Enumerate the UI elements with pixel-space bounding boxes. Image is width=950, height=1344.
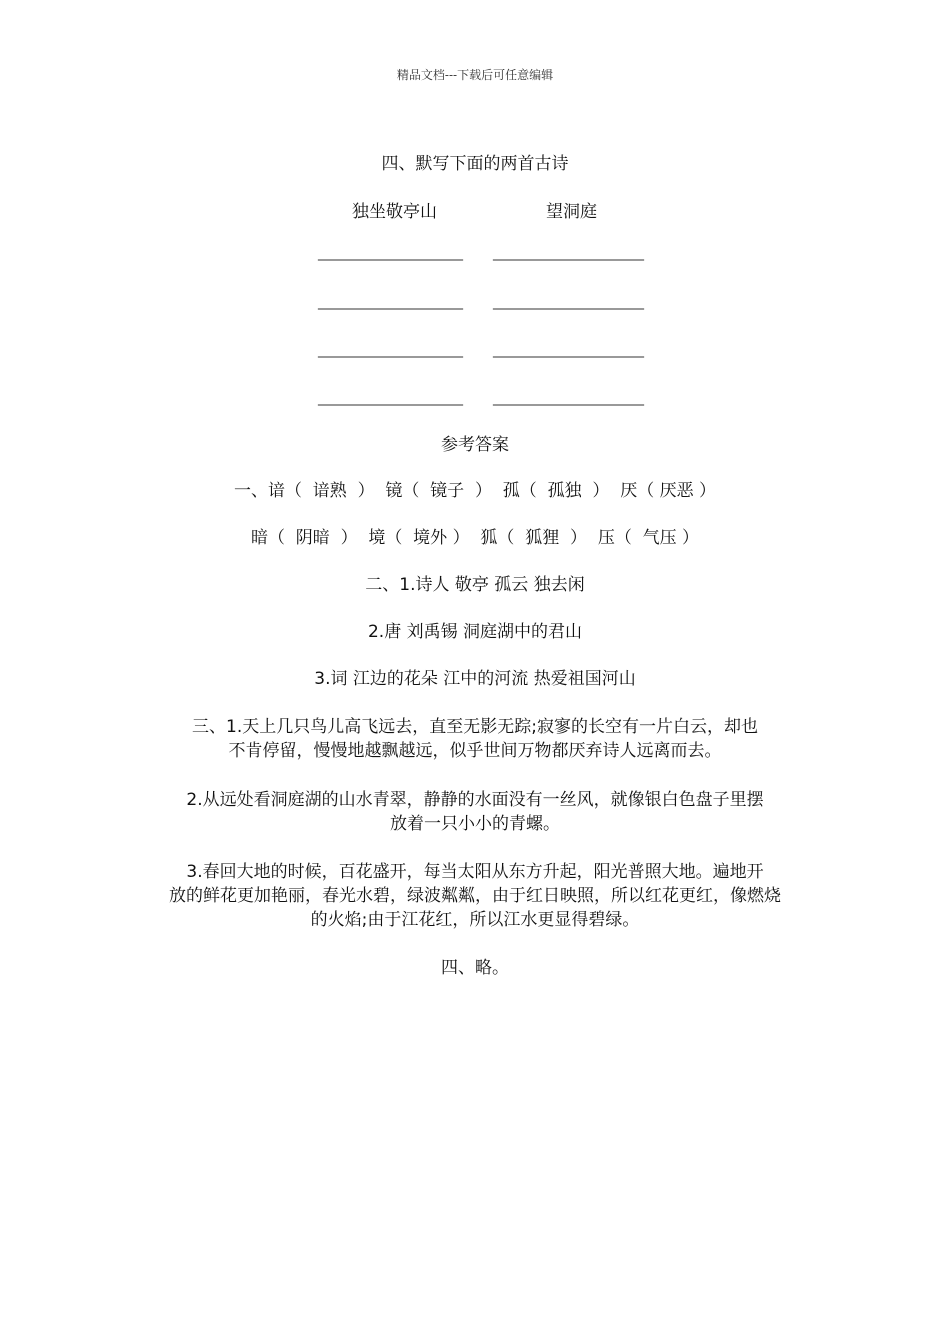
answer-s2-line2: 2.唐 刘禹锡 洞庭湖中的君山: [367, 622, 583, 642]
answer-s3-p3-line3: 的火焰;由于江花红，所以江水更显得碧绿。: [310, 910, 640, 930]
blank-line-left: ________________________: [318, 294, 462, 310]
page-header: 精品文档---下载后可任意编辑: [396, 68, 554, 82]
section-title-dictation: 四、默写下面的两首古诗: [381, 154, 569, 174]
answer-s2-line1: 二、1.诗人 敬亭 孤云 独去闲: [365, 575, 585, 595]
answers-title: 参考答案: [441, 435, 509, 455]
blank-line-left: ________________________: [318, 245, 462, 261]
blank-line-left: ________________________: [318, 342, 462, 358]
blank-line-right: _________________________: [493, 390, 643, 406]
answer-s3-p3-line1: 3.春回大地的时候，百花盛开，每当太阳从东方升起，阳光普照大地。遍地开: [186, 862, 764, 882]
answer-s4: 四、略。: [441, 958, 509, 978]
poem-title-right: 望洞庭: [546, 202, 597, 222]
poem-title-left: 独坐敬亭山: [352, 202, 437, 222]
blank-line-right: _________________________: [493, 342, 643, 358]
blank-line-left: ________________________: [318, 390, 462, 406]
answer-s2-line3: 3.词 江边的花朵 江中的河流 热爱祖国河山: [314, 669, 636, 689]
blank-line-right: _________________________: [493, 294, 643, 310]
answer-s1-line2: 暗（ 阴暗 ） 境（ 境外 ） 狐（ 狐狸 ） 压（ 气压 ）: [250, 528, 700, 548]
blank-line-right: _________________________: [493, 245, 643, 261]
answer-s3-p1-line2: 不肯停留，慢慢地越飘越远，似乎世间万物都厌弃诗人远离而去。: [228, 741, 722, 761]
answer-s3-p2-line1: 2.从远处看洞庭湖的山水青翠，静静的水面没有一丝风，就像银白色盘子里摆: [186, 790, 764, 810]
answer-s1-line1: 一、谙（ 谙熟 ） 镜（ 镜子 ） 孤（ 孤独 ） 厌（ 厌恶 ）: [233, 481, 717, 501]
answer-s3-p2-line2: 放着一只小小的青螺。: [390, 814, 560, 834]
answer-s3-p3-line2: 放的鲜花更加艳丽，春光水碧，绿波粼粼，由于红日映照，所以红花更红，像燃烧: [169, 886, 781, 906]
answer-s3-p1-line1: 三、1.天上几只鸟儿高飞远去，直至无影无踪;寂寥的长空有一片白云，却也: [192, 717, 758, 737]
